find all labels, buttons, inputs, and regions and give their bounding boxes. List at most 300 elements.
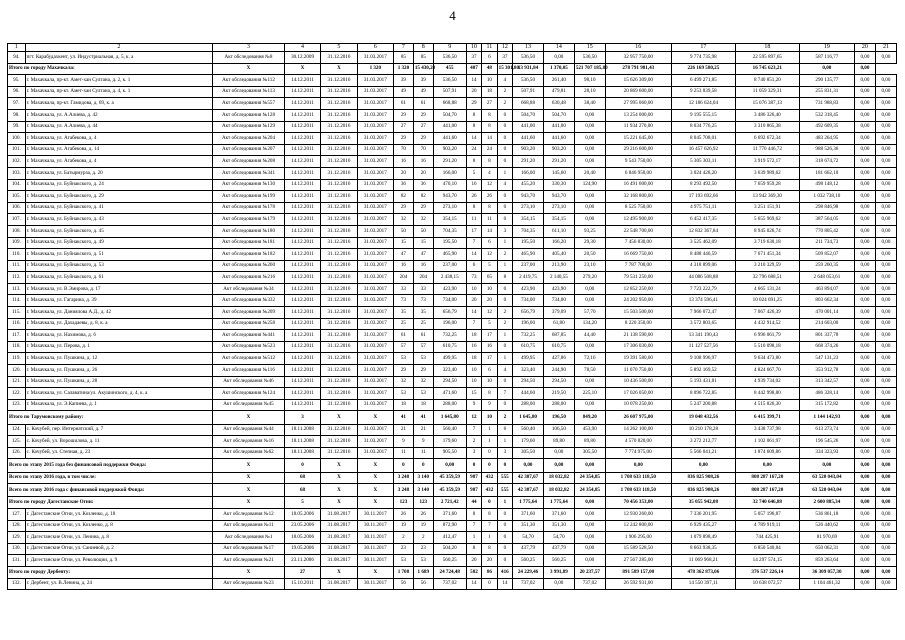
table-cell: 8 488 446,59 [671, 249, 735, 261]
table-cell: 8 740 851,20 [735, 75, 799, 87]
table-cell: 470 001,14 [799, 307, 854, 319]
subtotal-label: Всего по этапу 2016 года, в том числе: [8, 472, 213, 484]
table-cell: 613 273,74 [799, 424, 854, 436]
table-row [8, 52, 897, 64]
table-cell: 7 787 700,00 [605, 260, 671, 272]
table-cell: 0,00 [875, 237, 896, 249]
row-number-cell: 131. [8, 555, 26, 567]
table-cell: 18 [482, 86, 497, 98]
table-cell: 10 [466, 283, 481, 295]
address-cell: г. Махачкала, ул. Пушкина, д. 26 [25, 365, 213, 377]
table-cell: 68 [284, 484, 320, 497]
table-cell: 2 721,42 [433, 497, 466, 509]
table-cell: 0,00 [875, 578, 896, 590]
table-cell: 28,10 [574, 86, 605, 98]
table-cell: 1 144 142,93 [799, 411, 854, 424]
address-cell: г. Махачкала, ул. Пушкина, д. 28 [25, 376, 213, 388]
table-cell: 499,95 [433, 353, 466, 365]
table-cell: 18.11.2008 [284, 447, 320, 459]
table-cell: 8 [466, 156, 481, 168]
table-cell: 31.12.2016 [321, 191, 357, 203]
table-cell: 555 [497, 484, 512, 497]
row-number-cell: 106. [8, 202, 26, 214]
column-number-cell: 4 [284, 44, 320, 52]
table-cell: 455 [433, 63, 466, 75]
table-cell: 3 251 151,91 [735, 202, 799, 214]
table-cell: 31.03.2017 [357, 86, 393, 98]
table-cell: 4 939 734,02 [735, 376, 799, 388]
table-cell: 22 548 700,00 [605, 225, 671, 237]
table-cell: 53 [413, 555, 433, 567]
table-cell: 0,00 [854, 260, 875, 272]
table-cell: 79 531 250,00 [605, 272, 671, 284]
table-cell: 31.03.2017 [357, 260, 393, 272]
table-cell: 441,00 [433, 121, 466, 133]
table-cell: 8 [466, 202, 481, 214]
table-cell: 0,00 [875, 133, 896, 145]
table-cell: 668,88 [433, 98, 466, 110]
table-cell: 4 [497, 179, 512, 191]
table-cell: 196 545,26 [799, 436, 854, 448]
table-cell: 0,00 [671, 459, 735, 472]
table-cell: 3 140 [413, 472, 433, 484]
table-cell: 3 210 329,59 [735, 260, 799, 272]
table-cell: 2 600 885,34 [799, 497, 854, 509]
table-cell: 732,25 [513, 330, 544, 342]
subtotal-row [8, 63, 897, 75]
table-cell: 294,50 [433, 376, 466, 388]
table-cell: 31.03.2017 [357, 98, 393, 110]
table-cell: 0 [497, 214, 512, 226]
table-cell: 291,20 [543, 156, 574, 168]
table-cell: 14.12.2011 [284, 376, 320, 388]
table-cell: 5 566 041,21 [671, 447, 735, 459]
table-cell: 423,90 [433, 283, 466, 295]
table-cell: 1 [482, 424, 497, 436]
table-cell: 31.12.2016 [321, 424, 357, 436]
table-cell: 16 491 600,00 [605, 179, 671, 191]
table-cell: 291,20 [433, 156, 466, 168]
table-cell: 12 [482, 307, 497, 319]
table-cell: 18 [466, 353, 481, 365]
table-row [8, 353, 897, 365]
table-cell: 14 262 100,00 [605, 424, 671, 436]
address-cell: пгт. Карабудахкент, ул. Индустриальная, д. 5, к. а [25, 52, 213, 64]
table-cell: Акт обследования №216 [213, 272, 285, 284]
table-cell: 18.11.2008 [284, 436, 320, 448]
table-cell: 5 193 431,81 [671, 376, 735, 388]
table-cell: 29 [394, 202, 414, 214]
table-cell: 244,90 [543, 365, 574, 377]
table-cell: 354,15 [513, 214, 544, 226]
table-cell: 10 [482, 283, 497, 295]
table-cell: 0,00 [574, 133, 605, 145]
table-cell: Акт обследования №332 [213, 295, 285, 307]
table-cell: 10 [466, 365, 481, 377]
table-cell: 507,91 [513, 86, 544, 98]
table-cell: 3 719 630,18 [735, 237, 799, 249]
table-cell: 7 456 830,00 [605, 237, 671, 249]
address-cell: г. Махачкала, ул. Буйнакского, д. 24 [25, 179, 213, 191]
table-cell: 9 [482, 399, 497, 411]
table-cell: 0,00 [875, 508, 896, 520]
table-cell: 27 [413, 121, 433, 133]
table-cell: 41 [413, 411, 433, 424]
table-cell: X [357, 411, 393, 424]
table-cell: 14 [497, 578, 512, 590]
table-cell: 0,00 [799, 63, 854, 75]
table-cell: 379,09 [543, 307, 574, 319]
table-cell: 47 [413, 249, 433, 261]
table-cell: 30.12.2009 [284, 52, 320, 64]
table-cell: 0,00 [875, 156, 896, 168]
table-cell: 31.12.2016 [321, 156, 357, 168]
table-cell: 54,70 [513, 532, 544, 544]
table-cell: Акт обследования №129 [213, 121, 285, 133]
table-cell: 31.03.2017 [357, 179, 393, 191]
table-cell: 37 [497, 52, 512, 64]
table-cell: 610,75 [513, 341, 544, 353]
table-cell: 744 425,91 [735, 532, 799, 544]
table-cell: 0 [497, 459, 512, 472]
table-cell: 33 [413, 283, 433, 295]
table-cell: 0 [497, 156, 512, 168]
table-cell: Акт обследования №130 [213, 179, 285, 191]
table-cell: X [213, 566, 285, 578]
address-cell: г. Махачкала, пр-кт. Амет-хан Султана, д. 2, к. 1 [25, 75, 213, 87]
table-cell: 6 [466, 260, 481, 272]
table-cell: 470,10 [433, 179, 466, 191]
table-cell: 124,90 [574, 179, 605, 191]
row-number-cell: 116. [8, 318, 26, 330]
table-cell: 6 499 271,85 [671, 75, 735, 87]
subtotal-row [8, 497, 897, 509]
header-row [8, 44, 897, 52]
table-cell: 6 [497, 424, 512, 436]
table-cell: 31.12.2016 [321, 237, 357, 249]
table-cell: 1 708 [394, 566, 414, 578]
table-cell: 10 638 072,57 [735, 578, 799, 590]
table-cell: 31.12.2016 [321, 86, 357, 98]
table-cell: 16 [482, 341, 497, 353]
table-cell: X [357, 484, 393, 497]
table-cell: 11 127 527,56 [671, 341, 735, 353]
table-cell: 0,00 [854, 63, 875, 75]
table-cell: 5 [482, 260, 497, 272]
table-cell: Акт обследования №557 [213, 98, 285, 110]
table-row [8, 144, 897, 156]
table-cell: 687,85 [543, 330, 574, 342]
table-cell: 13 942 369,30 [735, 191, 799, 203]
table-cell: 0,00 [854, 86, 875, 98]
table-cell: 668,88 [513, 98, 544, 110]
table-cell: 31.12.2016 [321, 307, 357, 319]
table-cell: 0,00 [875, 436, 896, 448]
table-cell: X [357, 497, 393, 509]
table-cell: 31.12.2016 [321, 179, 357, 191]
table-cell: 31.03.2017 [357, 388, 393, 400]
table-cell: 836 825 908,26 [671, 484, 735, 497]
row-number-cell: 112. [8, 272, 26, 284]
table-cell: 32 [413, 214, 433, 226]
table-cell: 0,00 [854, 376, 875, 388]
row-number-cell: 123. [8, 399, 26, 411]
table-cell: 1 104 461,32 [799, 578, 854, 590]
table-cell: X [213, 472, 285, 484]
table-cell: 31.12.2016 [321, 260, 357, 272]
table-cell: 14.12.2011 [284, 399, 320, 411]
table-cell: 0,00 [875, 330, 896, 342]
table-cell: 0,00 [574, 202, 605, 214]
column-number-cell: 14 [543, 44, 574, 52]
table-cell: 61,80 [543, 318, 574, 330]
address-cell: г. Махачкала, ул. Э.Капиева, д. 1 [25, 399, 213, 411]
table-cell: 211 734,73 [799, 237, 854, 249]
table-cell: 10 [482, 376, 497, 388]
table-cell: 9 634 473,80 [735, 353, 799, 365]
table-cell: 0,00 [854, 353, 875, 365]
table-cell: 0 [497, 191, 512, 203]
table-cell: 31.03.2017 [357, 436, 393, 448]
table-cell: 273,10 [433, 202, 466, 214]
row-number-cell: 99. [8, 121, 26, 133]
table-cell: 1 370,05 [543, 63, 574, 75]
table-cell: 3 248 [394, 484, 414, 497]
table-cell: 0,00 [854, 237, 875, 249]
table-cell: 12 852 250,00 [605, 283, 671, 295]
table-cell: 3 272 212,77 [671, 436, 735, 448]
table-cell: 0,00 [543, 578, 574, 590]
table-cell: 3 991,89 [543, 566, 574, 578]
table-cell: 31.03.2017 [357, 133, 393, 145]
table-cell: 14 [466, 578, 481, 590]
table-cell: 9 [394, 436, 414, 448]
table-row [8, 167, 897, 179]
table-cell: 31.03.2017 [357, 52, 393, 64]
table-cell: 6 850 540,84 [735, 543, 799, 555]
row-number-cell: 124. [8, 424, 26, 436]
table-cell: 23,10 [574, 260, 605, 272]
table-cell: 31.03.2017 [357, 295, 393, 307]
table-cell: 179,60 [513, 436, 544, 448]
table-cell: 0,00 [854, 191, 875, 203]
table-cell: 70 456 353,00 [605, 497, 671, 509]
table-cell: 987 [466, 472, 481, 484]
table-cell: 32 [413, 376, 433, 388]
row-number-cell: 102. [8, 156, 26, 168]
row-number-cell: 129. [8, 532, 26, 544]
address-cell: г. Махачкала, ул. Буйнакского, д. 61 [25, 272, 213, 284]
table-cell: 2 648 053,61 [799, 272, 854, 284]
table-cell: 0,00 [875, 353, 896, 365]
table-cell: 72,16 [574, 353, 605, 365]
table-cell: 0 [497, 376, 512, 388]
table-cell: 0,00 [875, 214, 896, 226]
table-cell: X [321, 63, 357, 75]
table-cell: 15 503 500,00 [605, 307, 671, 319]
table-cell: 0,00 [854, 295, 875, 307]
table-cell: 31.12.2016 [321, 388, 357, 400]
table-cell: 294,50 [543, 376, 574, 388]
table-cell: 507,91 [433, 86, 466, 98]
table-cell: 16 457 626,92 [671, 144, 735, 156]
table-cell: 31.12.2016 [321, 98, 357, 110]
table-cell: 12 242 800,00 [605, 520, 671, 532]
table-cell: 0,00 [875, 341, 896, 353]
table-cell: 0,00 [854, 52, 875, 64]
table-cell: Акт обследования №116 [213, 365, 285, 377]
table-cell: 0,00 [875, 86, 896, 98]
table-cell: 13 254 000,00 [605, 109, 671, 121]
table-row [8, 249, 897, 261]
table-cell: 31.03.2017 [357, 214, 393, 226]
table-cell: X [213, 63, 285, 75]
table-cell: 8 [482, 388, 497, 400]
table-cell: 5 892 169,52 [671, 365, 735, 377]
table-cell: 54,70 [543, 532, 574, 544]
table-cell: 14.12.2011 [284, 156, 320, 168]
table-cell: 18.05.2006 [284, 508, 320, 520]
table-cell: 0,00 [574, 191, 605, 203]
table-cell: 0 [497, 133, 512, 145]
table-cell: 11 [482, 214, 497, 226]
table-cell: 734,00 [513, 295, 544, 307]
table-cell: 0,00 [854, 459, 875, 472]
table-cell: 31.12.2016 [321, 144, 357, 156]
table-cell: 24 [466, 144, 481, 156]
row-number-cell: 96. [8, 86, 26, 98]
table-row [8, 508, 897, 520]
table-cell: 8 [482, 109, 497, 121]
table-cell: Акт обследования №341 [213, 167, 285, 179]
table-row [8, 237, 897, 249]
table-cell: 37 [466, 52, 481, 64]
table-cell: Акт обследования №207 [213, 144, 285, 156]
table-cell: 27 [284, 566, 320, 578]
table-cell: 0 [413, 459, 433, 472]
table-cell: 0,00 [854, 365, 875, 377]
table-cell: 294,50 [513, 376, 544, 388]
table-cell: 31.08.2017 [321, 520, 357, 532]
table-cell: 15 [413, 237, 433, 249]
table-cell: 504,70 [543, 109, 574, 121]
table-cell: 7 659 959,28 [735, 179, 799, 191]
table-cell: 0,00 [875, 272, 896, 284]
table-cell: 24 229,46 [513, 566, 544, 578]
table-cell: 0 [497, 202, 512, 214]
table-cell: 14.12.2011 [284, 214, 320, 226]
table-cell: 354,15 [543, 214, 574, 226]
table-cell: 0,00 [875, 566, 896, 578]
table-cell: 504,70 [433, 109, 466, 121]
table-cell: 17 193 692,66 [671, 191, 735, 203]
table-cell: 0,00 [574, 109, 605, 121]
table-cell: 31.08.2017 [321, 532, 357, 544]
table-cell: 0,00 [854, 399, 875, 411]
table-cell: 0 [482, 497, 497, 509]
table-cell: Акт обследования №180 [213, 225, 285, 237]
table-cell: 288,00 [543, 399, 574, 411]
table-cell: Акт обследования №8 [213, 52, 285, 64]
table-row [8, 532, 897, 544]
table-cell: X [284, 63, 320, 75]
table-cell: 21 [394, 424, 414, 436]
table-cell: 0,00 [574, 508, 605, 520]
table-cell: 31.12.2016 [321, 318, 357, 330]
table-cell: 42 387,67 [513, 484, 544, 497]
table-cell: 123 [413, 497, 433, 509]
table-cell: 14.12.2011 [284, 330, 320, 342]
column-number-cell: 1 [8, 44, 26, 52]
table-cell: 4 665 131,24 [735, 283, 799, 295]
table-cell: 61 [413, 98, 433, 110]
table-cell: 1 [497, 353, 512, 365]
table-cell: 9 774 735,98 [671, 52, 735, 64]
table-cell: 73 [466, 272, 481, 284]
table-cell: 68 [284, 472, 320, 484]
table-cell: 0,00 [875, 202, 896, 214]
table-cell: 31.12.2016 [321, 283, 357, 295]
table-cell: 0,00 [875, 295, 896, 307]
table-cell: 0,00 [854, 341, 875, 353]
table-cell: 0,00 [875, 191, 896, 203]
row-number-cell: 104. [8, 179, 26, 191]
table-cell: 2 438,15 [433, 272, 466, 284]
table-cell: 526 440,62 [799, 520, 854, 532]
subtotal-label: Итого по городу Дагестанские Огни: [8, 497, 213, 509]
table-cell: 903,20 [513, 144, 544, 156]
table-cell: 14 [466, 133, 481, 145]
table-cell: 0,00 [854, 225, 875, 237]
table-cell: 45 359,59 [433, 484, 466, 497]
table-cell: 1 [482, 436, 497, 448]
table-cell: 14.12.2011 [284, 318, 320, 330]
table-cell: 0,00 [875, 459, 896, 472]
table-cell: 509 852,07 [799, 249, 854, 261]
table-cell: 808 287 167,20 [735, 472, 799, 484]
table-cell: 1 102 061,97 [735, 436, 799, 448]
table-cell: 0,00 [574, 555, 605, 567]
table-cell: 15 589 528,50 [605, 543, 671, 555]
table-cell: 943,70 [513, 191, 544, 203]
table-cell: X [321, 472, 357, 484]
table-cell: 3 140 [413, 484, 433, 497]
table-cell: 0,00 [875, 532, 896, 544]
table-cell: 11 770 446,72 [735, 144, 799, 156]
table-cell: 808 287 167,20 [735, 484, 799, 497]
table-cell: 0,00 [854, 566, 875, 578]
table-cell: 5 510 098,18 [735, 341, 799, 353]
table-cell: 53 [413, 353, 433, 365]
table-cell: 1 708 633 118,50 [605, 484, 671, 497]
table-cell: 441,60 [433, 133, 466, 145]
table-cell: 318 674,72 [799, 156, 854, 168]
table-cell: 29 [413, 202, 433, 214]
table-cell: 226 169 580,25 [671, 63, 735, 75]
table-cell: 0,00 [875, 109, 896, 121]
table-cell: 20 [466, 295, 481, 307]
table-cell: 353 912,78 [799, 365, 854, 377]
subtotal-label: Итого по городу Махачкала: [8, 63, 213, 75]
table-cell: 14.12.2011 [284, 307, 320, 319]
table-cell: 30.11.2017 [357, 578, 393, 590]
table-cell: 0,00 [854, 508, 875, 520]
table-cell: 10 [482, 411, 497, 424]
table-cell: X [321, 459, 357, 472]
table-cell: 704,35 [433, 225, 466, 237]
table-cell: 29 [394, 365, 414, 377]
table-cell: 943,70 [543, 191, 574, 203]
